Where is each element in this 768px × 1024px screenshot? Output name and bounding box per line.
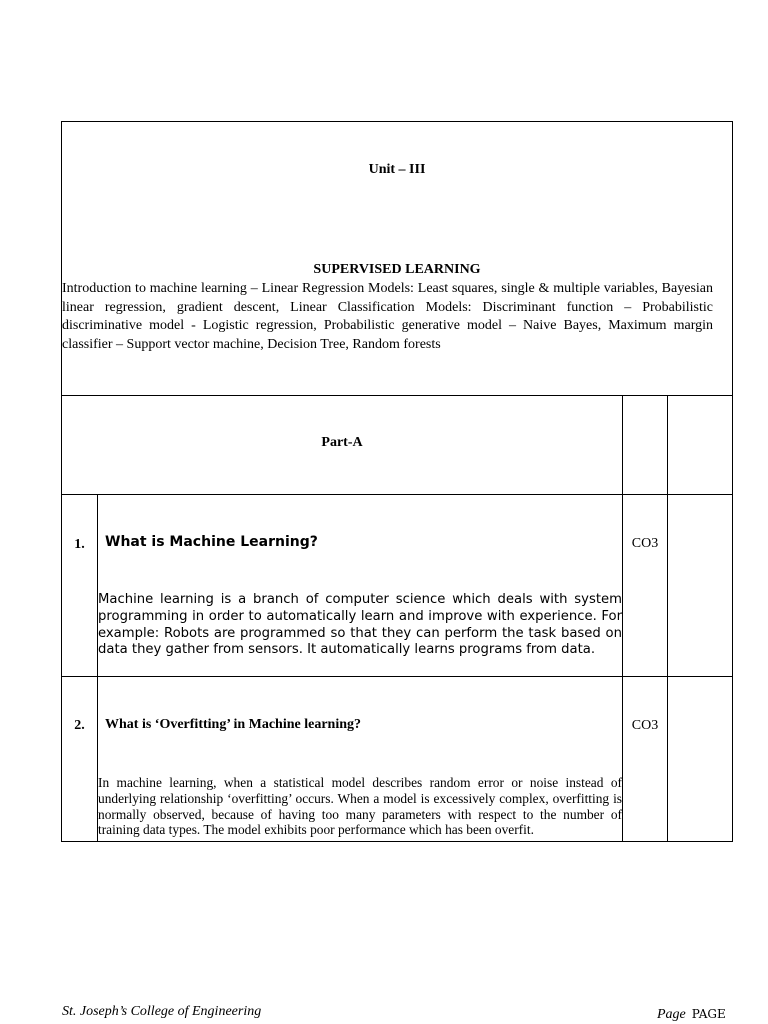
- footer-page-field: PAGE: [691, 1007, 726, 1021]
- syllabus-text: Introduction to machine learning – Linear Regression Models: Least squares, single & multiple variables, Bayesian linear regression, gradient descent, Linear Classification Models: Discriminant function – Probabilistic discriminative model - Logistic regression, Probabilistic generative model – Naive Bayes, Maximum margin classifier – Support vector machine, Decision Tree, Random forests: [62, 281, 713, 352]
- footer-college-name: St. Joseph’s College of Engineering: [62, 1004, 262, 1019]
- question-row: [62, 495, 733, 677]
- footer-page-label: Page: [657, 1007, 686, 1022]
- co-cell: [623, 677, 668, 842]
- question-number-cell: [62, 495, 98, 677]
- level-cell: [668, 677, 733, 842]
- co-header-cell: [623, 396, 668, 495]
- unit-header-cell: [62, 122, 733, 396]
- level-cell: [668, 495, 733, 677]
- question-cell: [98, 677, 623, 842]
- question-number: 1.: [74, 537, 85, 552]
- co-cell: [623, 495, 668, 677]
- question-number: 2.: [74, 718, 85, 733]
- section-title: SUPERVISED LEARNING: [313, 262, 481, 277]
- course-outcome: CO3: [631, 536, 659, 551]
- answer-text: Machine learning is a branch of computer science which deals with system programming in order to automatically learn and improve with experience. For example: Robots are programmed so that they can perform the task based on data they gather from sensors. It automatically learns programs from data.: [98, 592, 622, 658]
- part-title: Part-A: [321, 435, 363, 450]
- question-row: [62, 677, 733, 842]
- level-header-cell: [668, 396, 733, 495]
- question-cell: [98, 495, 623, 677]
- question-number-cell: [62, 677, 98, 842]
- part-header-row: [62, 396, 733, 495]
- question-text: What is ‘Overfitting’ in Machine learning?: [105, 717, 361, 732]
- question-text: What is Machine Learning?: [105, 534, 318, 550]
- unit-title: Unit – III: [368, 162, 426, 177]
- part-title-cell: [62, 396, 623, 495]
- footer-page: [657, 1006, 726, 1023]
- answer-text: In machine learning, when a statistical model describes random error or noise instead of underlying relationship ‘overfitting’ occurs. When a model is excessively complex, overfitting is normally observed, because of having too many parameters with respect to the number of training data types. The model exhibits poor performance which has been overfit.: [98, 775, 622, 838]
- course-outcome: CO3: [631, 718, 659, 733]
- unit-header-row: [62, 122, 733, 396]
- question-bank-table: [61, 121, 733, 842]
